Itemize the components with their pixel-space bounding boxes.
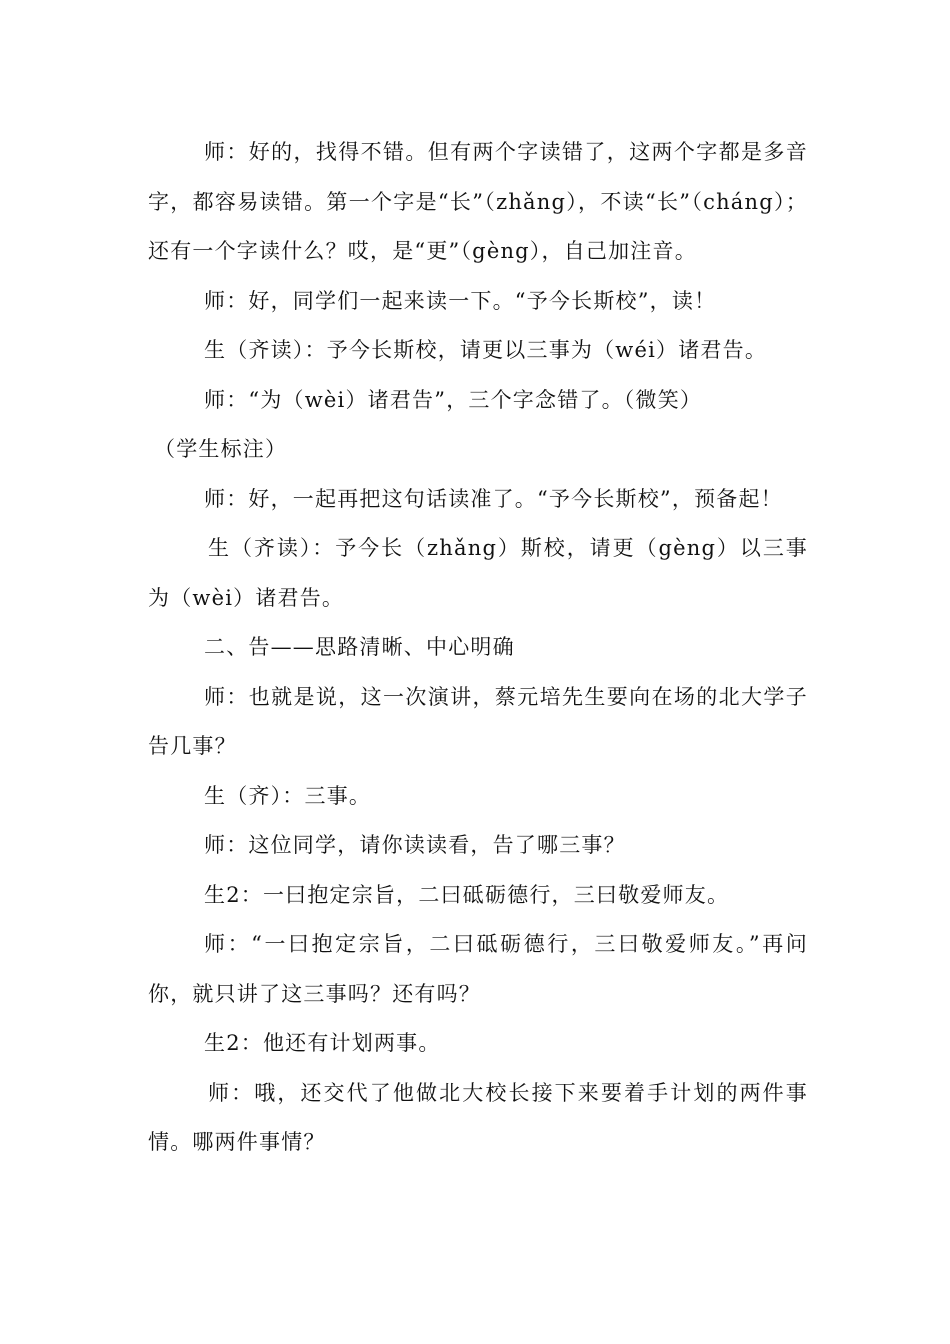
paragraph-teacher-wei-error: 师：“为（wèi）诸君告”，三个字念错了。（微笑） bbox=[204, 387, 703, 412]
document-body bbox=[148, 128, 808, 1168]
paragraph-student2-two-plans: 生2：他还有计划两事。 bbox=[204, 1031, 441, 1055]
section-heading-two: 二、告——思路清晰、中心明确 bbox=[204, 635, 515, 659]
paragraph-students-read: 生（齐读）：予今长斯校，请更以三事为（wéi）诸君告。 bbox=[204, 338, 768, 362]
paragraph-student2-answer: 生2：一曰抱定宗旨，二曰砥砺德行，三曰敬爱师友。 bbox=[204, 882, 730, 907]
paragraph-teacher-read-again: 师：好，一起再把这句话读准了。“予今长斯校”，预备起！ bbox=[204, 486, 783, 511]
paragraph-teacher-follow-up: 师：“一曰抱定宗旨，二曰砥砺德行，三曰敬爱师友。”再问你，就只讲了这三事吗？还有吗？ bbox=[148, 932, 808, 1006]
paragraph-teacher-correction: 师：好的，找得不错。但有两个字读错了，这两个字都是多音字，都容易读错。第一个字是“长”（zhǎng），不读“长”（cháng）；还有一个字读什么？哎，是“更”（gèng），自己加注音。 bbox=[148, 140, 808, 263]
paragraph-teacher-how-many: 师：也就是说，这一次演讲，蔡元培先生要向在场的北大学子告几事？ bbox=[148, 684, 808, 758]
paragraph-students-read-correct: 生（齐读）：予今长（zhǎng）斯校，请更（gèng）以三事为（wèi）诸君告。 bbox=[148, 536, 808, 610]
paragraph-students-annotate: （学生标注） bbox=[154, 437, 288, 461]
paragraph-students-three: 生（齐）：三事。 bbox=[204, 783, 372, 808]
paragraph-teacher-two-things: 师：哦，还交代了他做北大校长接下来要着手计划的两件事情。哪两件事情？ bbox=[148, 1080, 808, 1154]
paragraph-teacher-read-together: 师：好，同学们一起来读一下。“予今长斯校”，读！ bbox=[204, 288, 717, 313]
paragraph-teacher-which-three: 师：这位同学，请你读读看，告了哪三事？ bbox=[204, 833, 626, 857]
